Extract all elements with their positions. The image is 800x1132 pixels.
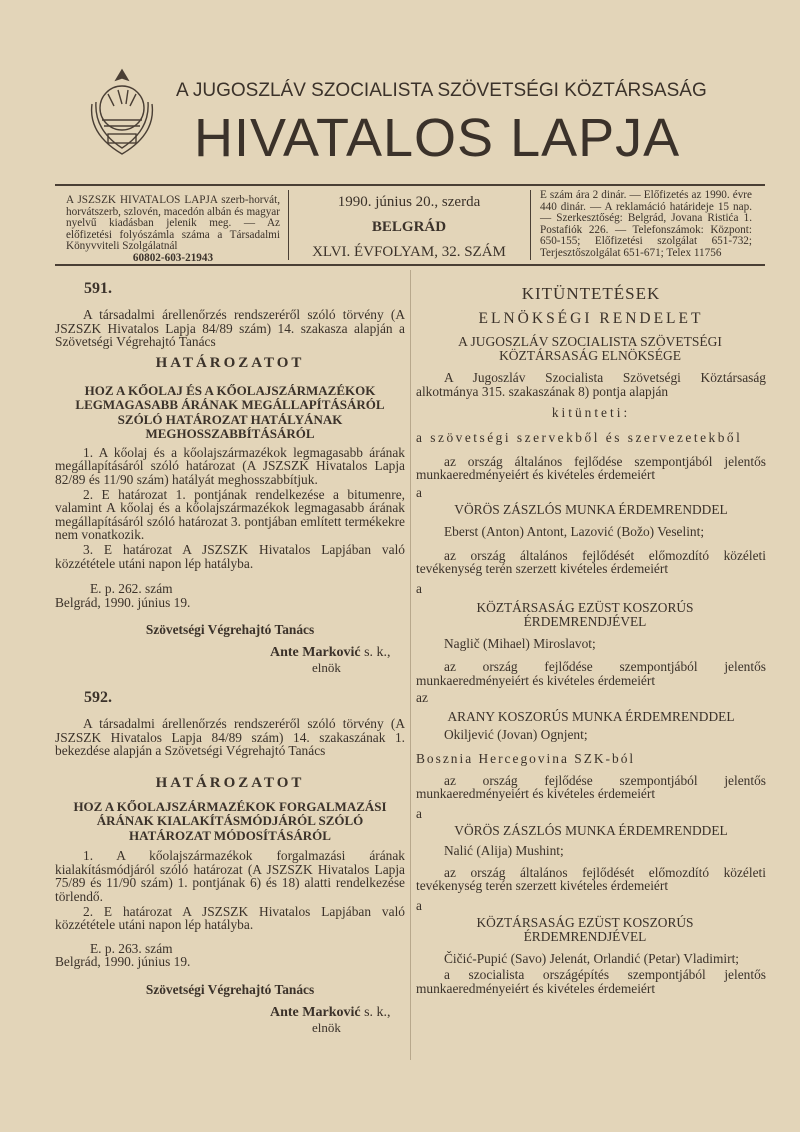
divider [288, 190, 289, 260]
issue-city: BELGRÁD [371, 219, 447, 235]
presidency: A JUGOSZLÁV SZOCIALISTA SZÖVETSÉGI KÖZTÁRSASÁG ELNÖKSÉGE [458, 334, 722, 363]
state-seal [78, 64, 166, 160]
place-date: Belgrád, 1990. június 19. [55, 594, 191, 610]
reference: E. p. 263. szám [90, 940, 173, 956]
legal-basis: A Jugoszláv Szocialista Szövetségi Köztársaság alkotmánya 315. szakaszának 8) pontja alapján [416, 370, 766, 399]
decision-heading: HOZ A KŐOLAJ ÉS A KŐOLAJSZÁRMAZÉKOK LEGMAGASABB ÁRÁNAK MEGÁLLAPÍTÁSÁRÓL SZÓLÓ HATÁROZAT HATÁLYÁNAK MEGHOSSZABBÍTÁSÁRÓL [75, 382, 385, 442]
issue-volume: XLVI. ÉVFOLYAM, 32. SZÁM [312, 244, 506, 260]
republic-title: A JUGOSZLÁV SZOCIALISTA SZÖVETSÉGI KÖZTÁRSASÁG [176, 80, 707, 101]
info-text: A JSZSZK HIVATALOS LAPJA szerb-horvát, horvátszerb, szlovén, macedón albán és magyar nyelvű kiadásban jelenik meg. — Az előfizetési folyószámla száma a Társadalmi Könyvviteli Szolgálatnál [66, 194, 280, 252]
signature [270, 1005, 405, 1035]
divider [55, 184, 765, 186]
issue-info [290, 192, 528, 261]
divider [55, 264, 765, 266]
article-number: 591. [84, 280, 112, 297]
issuing-body: Szövetségi Végrehajtó Tanács [145, 622, 315, 638]
order-name: KÖZTÁRSASÁG EZÜST KOSZORÚS ÉRDEMRENDJÉVEL [476, 600, 694, 629]
recipients: Okiljević (Jovan) Ognjent; [444, 727, 588, 743]
signer-name: Ante Marković [270, 644, 361, 660]
paragraph: 3. E határozat A JSZSZK Hivatalos Lapjában való közzététele utáni napon lép hatályba. [55, 541, 405, 571]
group-heading: a szövetségi szervekből és szervezetekből [416, 429, 743, 445]
decree-title: ELNÖKSÉGI RENDELET [478, 310, 704, 327]
order-name: VÖRÖS ZÁSZLÓS MUNKA ÉRDEMRENDDEL [454, 823, 728, 839]
signature [270, 645, 405, 675]
article-number: 592. [84, 688, 112, 706]
award-reason: az ország fejlődése szempontjából jelentős munkaeredményeiért és kivételes érdemeiért [416, 659, 766, 688]
recipients: Nalić (Alija) Mushint; [444, 843, 564, 859]
order-name: ARANY KOSZORÚS MUNKA ÉRDEMRENDDEL [447, 708, 735, 724]
award-reason: a szocialista országépítés szempontjából jelentős munkaeredményeiért és kivételes érdemeiért [416, 967, 766, 996]
recipients: Eberst (Anton) Antont, Lazović (Božo) Veselint; [444, 523, 705, 539]
issue-date: 1990. június 20., szerda [337, 194, 481, 210]
recipients: Naglič (Mihael) Miroslavot; [444, 635, 596, 651]
award-reason: az ország általános fejlődése szempontjából jelentős munkaeredményeiért és kivételes érdemeiért [416, 453, 766, 483]
publication-info [66, 195, 280, 264]
paragraph: 1. A kőolaj és a kőolajszármazékok legmagasabb árának megállapításáról szóló határozat (A JSZSZK Hivatalos Lapja 82/89 és 11/90 szám) hatályát meghosszabbítjuk. [55, 444, 405, 487]
decision-title: HATÁROZATOT [155, 354, 305, 371]
group-heading: Bosznia Hercegovina SZK-ból [416, 751, 636, 767]
place-date: Belgrád, 1990. június 19. [55, 954, 191, 970]
award-reason: az ország általános fejlődését előmozdító közéleti tevékenység terén szerzett kivételes érdemeiért [416, 547, 766, 577]
left-column [55, 280, 405, 1035]
order-name: KÖZTÁRSASÁG EZÜST KOSZORÚS ÉRDEMRENDJÉVEL [476, 915, 694, 944]
order-name: VÖRÖS ZÁSZLÓS MUNKA ÉRDEMRENDDEL [454, 502, 728, 518]
account-number: 60802-603-21943 [132, 251, 214, 264]
decision-title: HATÁROZATOT [155, 774, 305, 791]
signer-name: Ante Marković [270, 1004, 361, 1020]
article: a [416, 580, 422, 596]
issuing-body: Szövetségi Végrehajtó Tanács [145, 981, 315, 997]
article-intro: A társadalmi árellenőrzés rendszeréről szóló törvény (A JSZSZK Hivatalos Lapja 84/89 szám) 14. szakasza alapján a Szövetségi Végrehajtó Tanács [55, 307, 405, 350]
price-info: E szám ára 2 dinár. — Előfizetés az 1990. évre 440 dinár. — A reklamáció határideje 15 nap. — Szerkesztőség: Belgrád, Jovana Ristića 1. Postafiók 226. — Telefonszámok: Központ: 650-155; Előfizetési szolgálat 651-732; Terjesztőszolgálat 651-671; Telex 11756 [540, 189, 752, 259]
recipients: Čičić-Pupić (Savo) Jelenát, Orlandić (Petar) Vladimirt; [444, 950, 740, 966]
award-reason: az ország általános fejlődését előmozdító közéleti tevékenység terén szerzett kivételes érdemeiért [416, 864, 766, 894]
article: a [416, 805, 422, 821]
signer-role: elnök [312, 659, 341, 675]
paragraph: 1. A kőolajszármazékok forgalmazási árának kialakításmódjáról szóló határozat (A JSZSZK Hivatalos Lapja 75/89 és 11/90 szám) 1. pontjának 6) és 18) alatti rendelkezése törlendő. [55, 848, 405, 904]
signed-mark: s. k., [364, 644, 391, 660]
article: az [416, 690, 428, 706]
section-title: KITÜNTETÉSEK [521, 284, 661, 303]
signer-role: elnök [312, 1019, 341, 1035]
award-reason: az ország fejlődése szempontjából jelentős munkaeredményeiért és kivételes érdemeiért [416, 772, 766, 802]
awards-verb: kitünteti: [551, 405, 631, 421]
divider [530, 190, 531, 260]
decision-heading: HOZ A KŐOLAJSZÁRMAZÉKOK FORGALMAZÁSI ÁRÁNAK KIALAKÍTÁSMÓDJÁRÓL SZÓLÓ HATÁROZAT MÓDOSÍTÁSÁRÓL [73, 798, 387, 843]
right-column [416, 284, 766, 995]
column-divider [410, 270, 411, 1060]
article: a [416, 484, 422, 500]
gazette-title: HIVATALOS LAPJA [194, 108, 681, 168]
article: a [416, 897, 422, 913]
article-intro: A társadalmi árellenőrzés rendszeréről szóló törvény (A JSZSZK Hivatalos Lapja 84/89 szám) 14. szakaszának 1. bekezdése alapján a Szövetségi Végrehajtó Tanács [55, 715, 405, 759]
reference: E. p. 262. szám [90, 581, 173, 597]
paragraph: 2. E határozat 1. pontjának rendelkezése a bitumenre, valamint A kőolaj és a kőolajszármazékok legmagasabb árának megállapításáról szóló határozat 3. pontjában említett termékekre nem vonatkozik. [55, 486, 405, 543]
paragraph: 2. E határozat A JSZSZK Hivatalos Lapjában való közzététele utáni napon lép hatályba. [55, 903, 405, 933]
signed-mark: s. k., [364, 1004, 391, 1020]
